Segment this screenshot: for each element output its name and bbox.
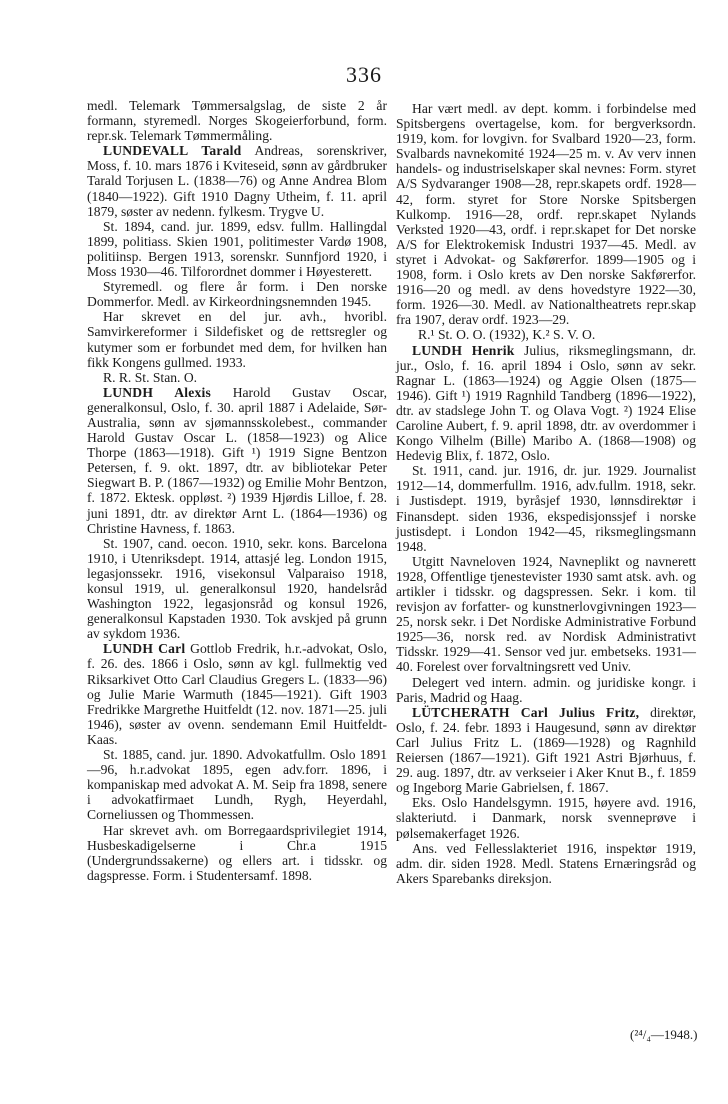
paragraph: Har vært medl. av dept. komm. i forbindelse med Spitsbergens overtagelse, kom. for bergverksordn. 1919, kom. for lovgivn. for Svalbard 1920—23, form. Svalbards navnekomité 1924—25 m. v. Av verv innen handels- og industriselskaper skal nevnes: Form. styret A/S Sydvaranger 1908—28, repr.skapets ordf. 1928—42, form. styret for Store Norske Spitsbergen Kulkomp. 1916—28, ordf. repr.skapet Nylands Verksted 1920—43, ordf. i repr.skapet for Det norske A/S for Elektrokemisk Industri 1937—45. Medl. av styret i Advokat- og Sakførerfor. 1899—1905 og i 1908, form. i Oslo krets av Den norske Sakførerfor. 1916—20 og medl. av dens hovedstyre 1922—30, form. 1926—30. Medl. av Nationaltheatrets repr.skap fra 1907, derav ordf. 1923—29.	[396, 101, 696, 328]
entry-text: Andreas, sorenskriver, Moss, f. 10. mars 1876 i Kviteseid, sønn av gårdbruker Tarald Torjusen L. (1838—76) og Anne Andrea Blom (1840—1922). Gift 1910 Dagny Utheim, f. 11. april 1879, søster av nedenn. fylkesm. Trygve U.	[87, 143, 387, 219]
paragraph: St. 1911, cand. jur. 1916, dr. jur. 1929. Journalist 1912—14, dommerfullm. 1916, adv.fullm. 1918, sekr. i Justisdept. 1919, byråsjef 1930, lønnsdirektør i Finansdept. siden 1936, ekspedisjonssjef i norske justisdept. i London 1942—45, riksmeglingsmann 1948.	[396, 463, 696, 554]
paragraph: Har skrevet avh. om Borregaardsprivilegiet 1914, Husbeskadigelserne i Chr.a 1915 (Undergrundssakerne) og ellers art. i tidsskr. og dagspresse. Form. i Studentersamf. 1898.	[87, 822, 387, 883]
entry-paragraph	[396, 705, 696, 796]
paragraph: St. 1894, cand. jur. 1899, edsv. fullm. Hallingdal 1899, politiass. Skien 1901, politimester Vardø 1908, politiinsp. Bergen 1913, sorenskr. Sunnfjord 1920, i Moss 1930—46. Tilforordnet dommer i Høyesterett.	[87, 218, 387, 280]
entry-text: Julius, riksmeglingsmann, dr. jur., Oslo, f. 16. april 1894 i Oslo, sønn av sekr. Ragnar L. (1863—1924) og Aggie Olsen (1875—1946). Gift ¹) 1919 Ragnhild Tandberg (1896—1922), dtr. av stadslege John T. og Olava Vogt. ²) 1924 Elise Caroline Aubert, f. 9. april 1898, dtr. av overdommer i Kongo Vilhelm (Bille) Maribo A. (1868—1908) og Hedevig Blix, f. 1872, Oslo.	[396, 342, 696, 464]
entry-paragraph	[87, 143, 387, 218]
entry-text: direktør, Oslo, f. 24. febr. 1893 i Haugesund, sønn av direktør Carl Julius Fritz L. (1869—1928) og Ragnhild Reiersen (1867—1921). Gift 1921 Astri Bjørhuus, f. 29. aug. 1897, dtr. av verkseier i Aker Knut B., f. 1859 og Ingeborg Marie Gabrielsen, f. 1867.	[396, 704, 696, 796]
entry-name: LUNDH Alexis	[103, 384, 211, 400]
entry-paragraph	[87, 641, 387, 747]
page-number: 336	[346, 62, 382, 87]
paragraph: St. 1907, cand. oecon. 1910, sekr. kons. Barcelona 1910, i Utenriksdept. 1914, attasjé leg. London 1915, legasjonssekr. 1916, visekonsul Valparaiso 1918, konsul 1919, ul. generalkonsul 1920, handelsråd Washington 1922, legasjonsråd og konsul 1926, generalkonsul Kapstaden 1930. Tok avskjed på grunn av sykdom 1936.	[87, 535, 387, 642]
entry-paragraph	[396, 343, 696, 464]
entry-name: LUNDEVALL Tarald	[103, 143, 242, 159]
paragraph: Styremedl. og flere år form. i Den norske Dommerfor. Medl. av Kirkeordningsnemnden 1945.	[87, 279, 387, 310]
paragraph: Eks. Oslo Handelsgymn. 1915, høyere avd. 1916, slakteriutd. i Danmark, norsk svenneprøve i pølsemakerfaget 1926.	[396, 795, 696, 841]
entry-text: Gottlob Fredrik, h.r.-advokat, Oslo, f. 26. des. 1866 i Oslo, sønn av kgl. fullmektig ved Riksarkivet Otto Carl Claudius Gregers L. (1833—96) og Julie Marie Warmuth (1845—1921). Gift 1903 Fredrikke Margrethe Huitfeldt (12. nov. 1871—25. juli 1946), søster av ovenn. sendemann Emil Huitfeldt-Kaas.	[87, 641, 387, 747]
right-column	[396, 101, 696, 886]
entry-paragraph	[87, 385, 387, 536]
paragraph: Delegert ved intern. admin. og juridiske kongr. i Paris, Madrid og Haag.	[396, 674, 696, 705]
date-note: (²⁴/₄—1948.)	[630, 1027, 698, 1042]
paragraph: Har skrevet en del jur. avh., hvoribl. Samvirkereformer i Sildefisket og de rettsregler og kutymer som er forbundet med dem, for hvilken han fikk Kongens gullmed. 1933.	[87, 309, 387, 370]
entry-text: Harold Gustav Oscar, generalkonsul, Oslo, f. 30. april 1887 i Adelaide, Sør-Australia, sønn av sjømannsskolebest., commander Harold Gustav Oscar L. (1858—1923) og Alice Thorpe (1863—1918). Gift ¹) 1919 Signe Bentzon Petersen, f. 9. okt. 1897, dtr. av bibliotekar Peter Siegwart B. P. (1867—1932) og Emilie Mohr Bentzon, f. 1872. Ektesk. oppløst. ²) 1939 Hjørdis Lilloe, f. 28. juni 1891, dtr. av direktør Arnt L. (1864—1936) og Christine Havness, f. 1863.	[87, 384, 387, 536]
entry-name: LUNDH Carl	[103, 641, 186, 657]
left-column	[87, 98, 387, 883]
decorations-line: R. R. St. Stan. O.	[103, 369, 198, 385]
paragraph: medl. Telemark Tømmersalgslag, de siste 2 år formann, styremedl. Norges Skogeierforbund, form. repr.sk. Telemark Tømmermåling.	[87, 98, 387, 144]
entry-name: LÜTCHERATH Carl Julius Fritz,	[412, 704, 640, 720]
entry-name: LUNDH Henrik	[412, 342, 515, 358]
paragraph: Ans. ved Fellesslakteriet 1916, inspektør 1919, adm. dir. siden 1928. Medl. Statens Ernæringsråd og Akers Sparebanks direksjon.	[396, 840, 696, 886]
paragraph: Utgitt Navneloven 1924, Navneplikt og navnerett 1928, Offentlige tjenestevister 1930 samt atsk. avh. og artikler i tidsskr. og dagspressen. Sekr. i kom. til revisjon av forfatter- og kunstnerlovgivningen 1923—25, norsk sekr. i Det Nordiske Administrative Forbund 1925—36, norsk red. av Nordisk Administrativt Tidsskr. 1929—41. Sensor ved jur. embetseks. 1931—40. Forelest over forvaltningsrett ved Univ.	[396, 553, 696, 675]
decorations-line: R.¹ St. O. O. (1932), K.² S. V. O.	[418, 327, 596, 343]
paragraph: St. 1885, cand. jur. 1890. Advokatfullm. Oslo 1891—96, h.r.advokat 1895, egen adv.forr. 1896, i kompaniskap med advokat A. M. Seip fra 1898, senere i advokatfirmaet Lundh, Rygh, Heyerdahl, Corneliussen og Thommessen.	[87, 747, 387, 823]
